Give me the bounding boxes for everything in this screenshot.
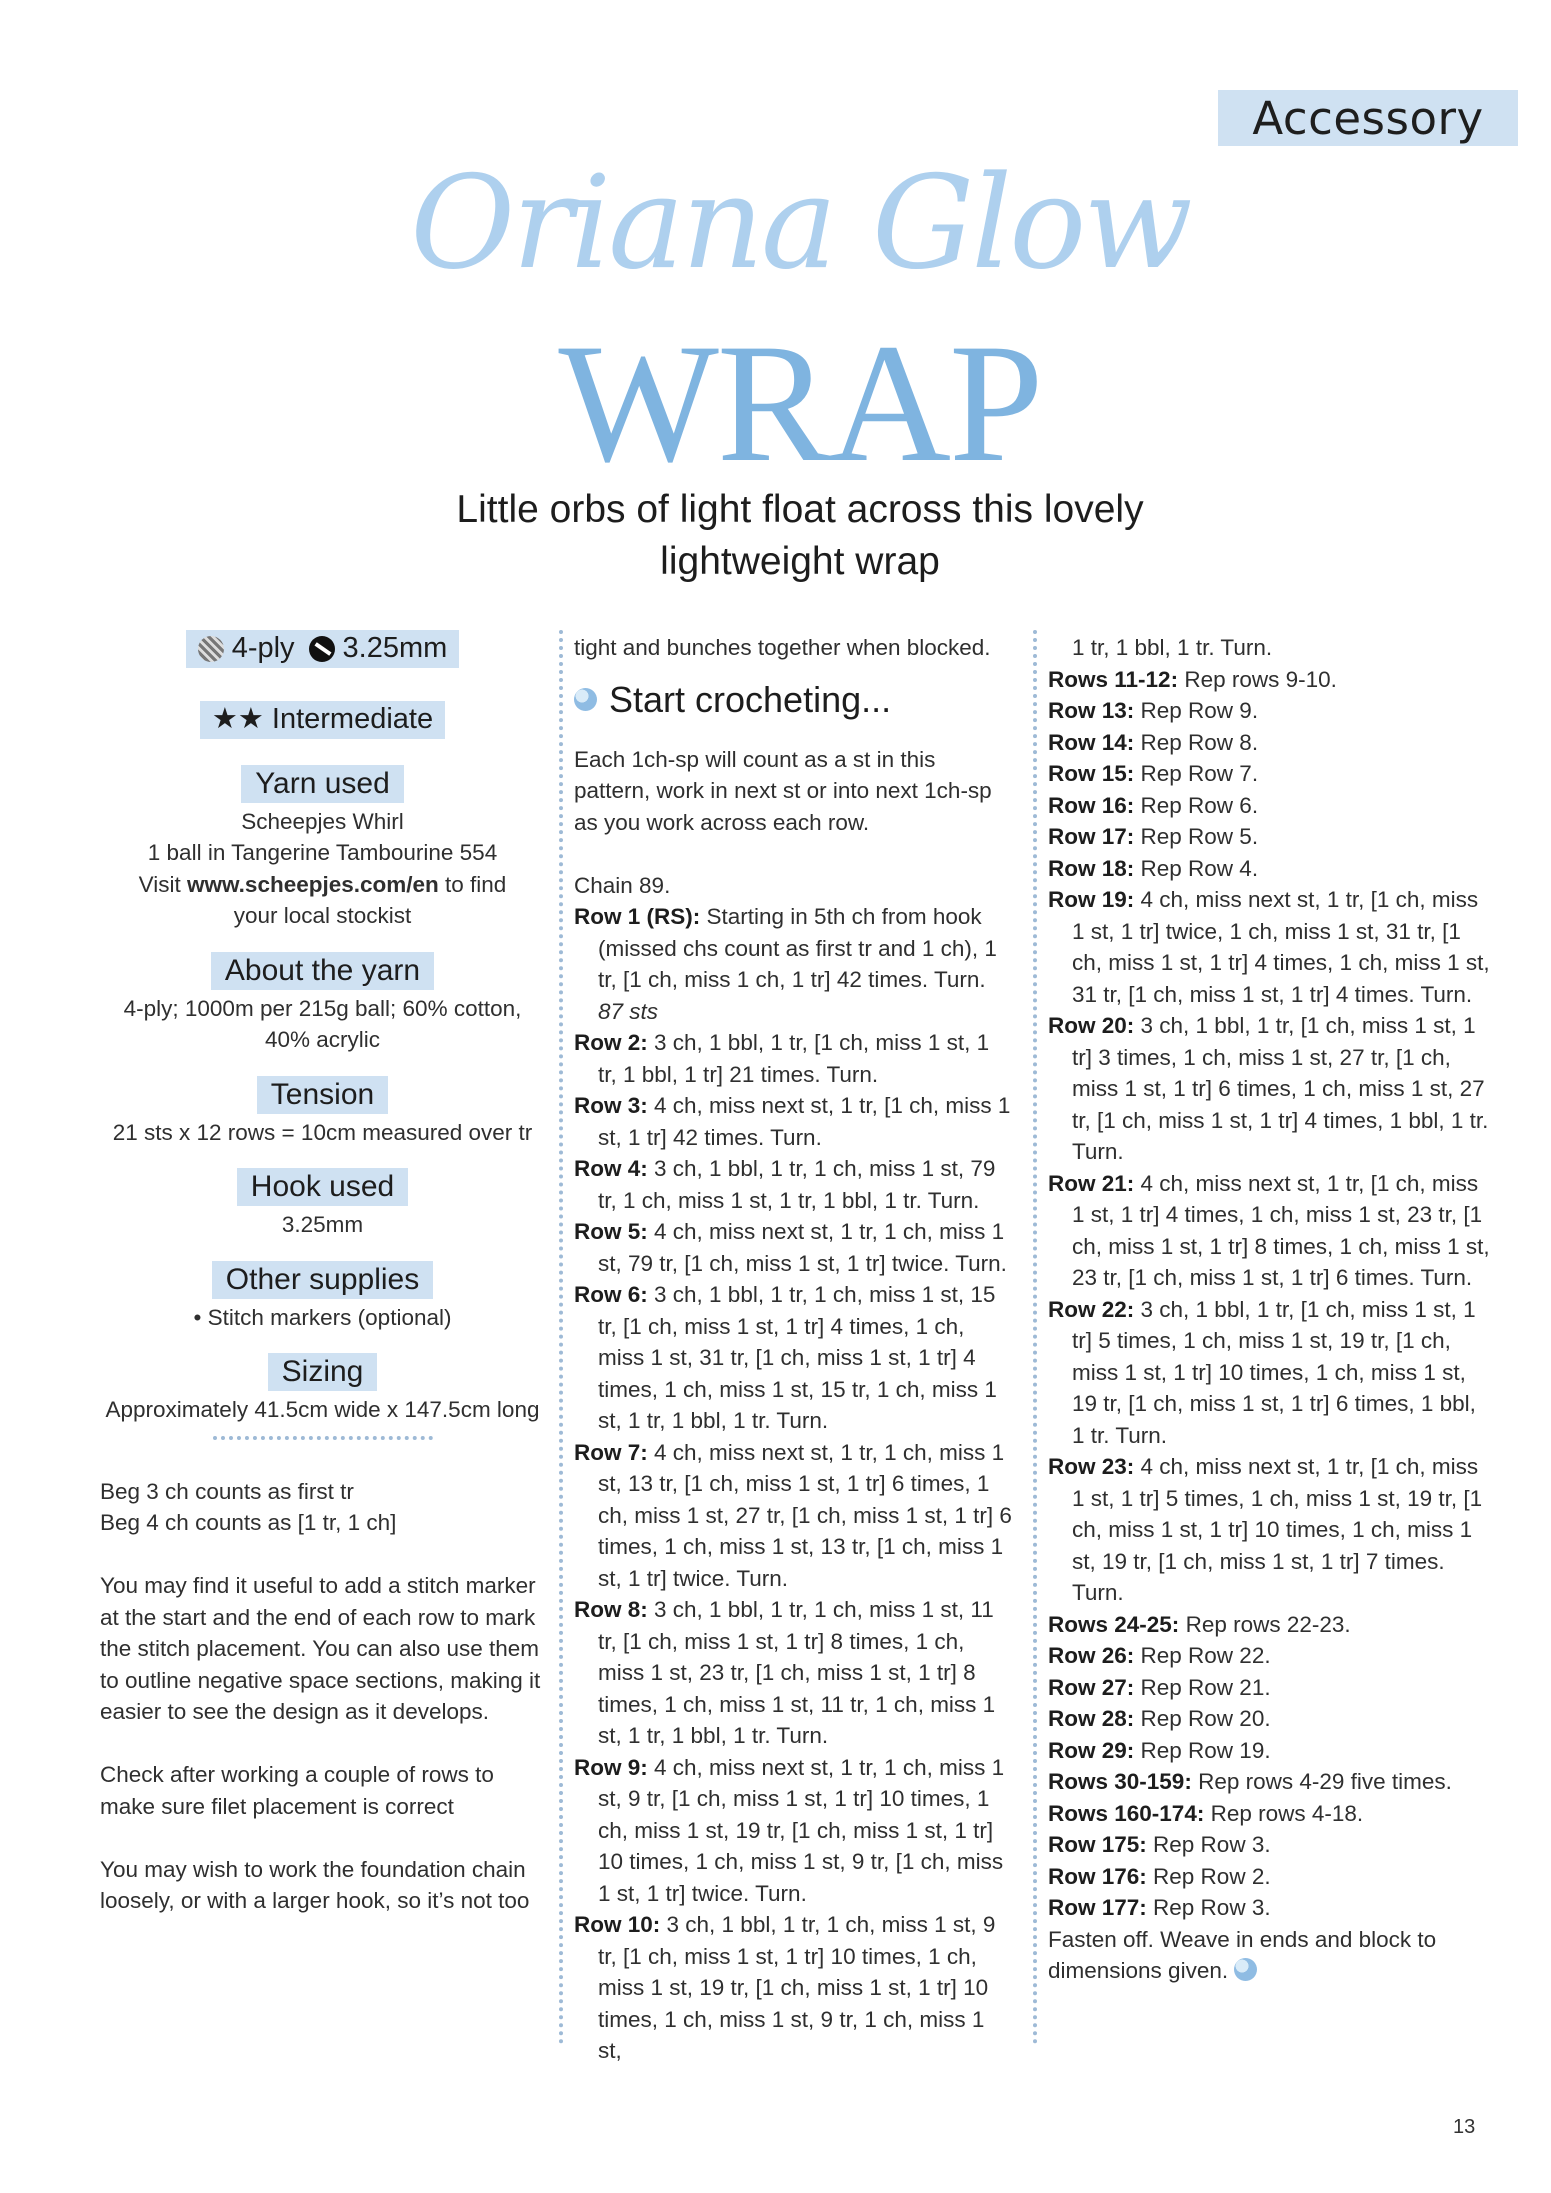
row-instruction: Rep Row 7. xyxy=(1134,761,1259,786)
title-script: Oriana Glow xyxy=(410,149,1190,298)
pattern-row xyxy=(1048,1861,1493,1893)
note-line: Beg 4 ch counts as [1 tr, 1 ch] xyxy=(100,1510,397,1535)
start-crocheting-heading: Start crocheting... xyxy=(609,678,892,720)
section-heading xyxy=(574,678,1014,722)
row-label: Row 13: xyxy=(1048,698,1135,723)
row-instruction: 4 ch, miss next st, 1 tr, 1 ch, miss 1 st, 9 tr, [1 ch, miss 1 st, 1 tr] 10 times, 1 ch, miss 1 st, 19 tr, [1 ch, miss 1 st, 1 tr] 10 times, 1 ch, miss 1 st, 9 tr, [1 ch, miss 1 st, 1 tr] twice. Turn. xyxy=(598,1754,1005,1906)
about-yarn-section xyxy=(100,952,545,1056)
row-label: Row 177: xyxy=(1048,1895,1147,1920)
row-label: Row 5: xyxy=(574,1219,648,1244)
page-number: 13 xyxy=(1453,2116,1476,2138)
row-instruction: 4 ch, miss next st, 1 tr, [1 ch, miss 1 st, 1 tr] 42 times. Turn. xyxy=(598,1093,1011,1150)
pattern-row xyxy=(574,1437,1014,1595)
row-label: Row 16: xyxy=(1048,792,1135,818)
hook-value: 3.25mm xyxy=(281,1212,364,1237)
pattern-intro: Each 1ch-sp will count as a st in this pattern, work in next st or into next 1ch-sp as you work across each row. xyxy=(574,746,992,835)
row-label: Row 2: xyxy=(574,1030,648,1055)
note-paragraph: You may find it useful to add a stitch marker at the start and the end of each row to mark the stitch placement. You can also use them to outline negative space sections, making it easier to see the design as it develops. xyxy=(100,1573,541,1724)
row-label: Rows 160-174: xyxy=(1048,1800,1205,1826)
row-instruction: Rep Row 5. xyxy=(1134,824,1259,849)
section-heading: Other supplies xyxy=(212,1261,433,1299)
pattern-row xyxy=(1048,1451,1493,1609)
pattern-row xyxy=(1048,1798,1493,1830)
pattern-row xyxy=(1048,1010,1493,1168)
stitch-count: 87 sts xyxy=(598,998,659,1024)
row-instruction: Rep rows 4-18. xyxy=(1204,1800,1364,1826)
row-instruction: 4 ch, miss next st, 1 tr, [1 ch, miss 1 st, 1 tr] twice, 1 ch, miss 1 st, 31 tr, [1 ch, miss 1 st, 1 tr] 4 times, 1 ch, miss 1 st, 31 tr, [1 ch, miss 1 st, 1 tr] 4 times. Turn. xyxy=(1072,887,1490,1007)
row-instruction: Rep Row 22. xyxy=(1134,1643,1271,1668)
row-label: Row 19: xyxy=(1048,887,1135,912)
stockist-link[interactable]: www.scheepjes.com/en xyxy=(187,871,439,897)
skill-level-box xyxy=(200,701,445,739)
supplies-item: • Stitch markers (optional) xyxy=(193,1304,452,1330)
subtitle: Little orbs of light float across this lovely lightweight wrap xyxy=(456,488,1144,583)
finishing-text: Fasten off. Weave in ends and block to dimensions given. xyxy=(1048,1926,1437,1983)
page-title: WRAP xyxy=(558,309,1042,497)
row-instruction: Rep Row 20. xyxy=(1134,1706,1271,1731)
pattern-row xyxy=(1048,1294,1493,1452)
yarn-ball-icon xyxy=(198,636,224,662)
sizing-value: Approximately 41.5cm wide x 147.5cm long xyxy=(105,1397,540,1422)
row-instruction: 4 ch, miss next st, 1 tr, 1 ch, miss 1 st, 13 tr, [1 ch, miss 1 st, 1 tr] 6 times, 1 ch, miss 1 st, 27 tr, [1 ch, miss 1 st, 1 tr] 6 times, 1 ch, miss 1 st, 13 tr, [1 ch, miss 1 st, 1 tr] twice. Turn. xyxy=(598,1439,1012,1591)
row-label: Row 18: xyxy=(1048,855,1135,881)
row-label: Rows 11-12: xyxy=(1048,666,1179,692)
row-instruction: Rep Row 8. xyxy=(1134,729,1259,755)
row-instruction: Rep Row 3. xyxy=(1146,1832,1271,1857)
row-instruction: 3 ch, 1 bbl, 1 tr, 1 ch, miss 1 st, 15 tr, [1 ch, miss 1 st, 1 tr] 4 times, 1 ch, miss 1 st, 31 tr, [1 ch, miss 1 st, 1 tr] 4 times, 1 ch, miss 1 st, 15 tr, 1 ch, miss 1 st, 1 tr, 1 bbl, 1 tr. Turn. xyxy=(598,1282,997,1433)
row-instruction: Rep rows 22-23. xyxy=(1179,1611,1351,1637)
hook-size: 3.25mm xyxy=(342,632,448,665)
hook-used-section xyxy=(100,1168,545,1241)
row-label: Row 22: xyxy=(1048,1296,1135,1322)
pattern-row xyxy=(1048,790,1493,822)
row-label: Row 23: xyxy=(1048,1454,1135,1479)
row-label: Rows 24-25: xyxy=(1048,1611,1180,1637)
end-yarn-ball-icon xyxy=(1234,1958,1257,1981)
pattern-column-1 xyxy=(574,632,1014,2067)
row-instruction: 3 ch, 1 bbl, 1 tr, 1 ch, miss 1 st, 9 tr, [1 ch, miss 1 st, 1 tr] 10 times, 1 ch, miss 1 st, 19 tr, [1 ch, miss 1 st, 1 tr] 10 times, 1 ch, miss 1 st, 9 tr, 1 ch, miss 1 st, xyxy=(598,1912,996,2063)
row-label: Row 175: xyxy=(1048,1832,1147,1857)
row-instruction: Rep Row 3. xyxy=(1146,1895,1271,1920)
row-instruction: 4 ch, miss next st, 1 tr, 1 ch, miss 1 st, 79 tr, [1 ch, miss 1 st, 1 tr] twice. Turn. xyxy=(598,1219,1007,1276)
pattern-row xyxy=(1048,727,1493,759)
pattern-row xyxy=(1048,758,1493,790)
info-column xyxy=(100,630,545,1917)
section-heading: Yarn used xyxy=(241,765,404,803)
hook-icon xyxy=(309,636,335,662)
row-instruction: 3 ch, 1 bbl, 1 tr, 1 ch, miss 1 st, 11 tr, [1 ch, miss 1 st, 1 tr] 8 times, 1 ch, miss 1 st, 23 tr, [1 ch, miss 1 st, 1 tr] 8 times, 1 ch, miss 1 st, 11 tr, 1 ch, miss 1 st, 1 tr, 1 bbl, 1 tr. Turn. xyxy=(598,1597,996,1748)
row-instruction: Rep Row 21. xyxy=(1134,1674,1271,1700)
row-label: Row 4: xyxy=(574,1156,648,1181)
pattern-row xyxy=(1048,1892,1493,1924)
row-label: Row 10: xyxy=(574,1912,661,1937)
row-label: Row 6: xyxy=(574,1282,648,1307)
row-instruction: 3 ch, 1 bbl, 1 tr, [1 ch, miss 1 st, 1 tr, 1 bbl, 1 tr] 21 times. Turn. xyxy=(598,1030,990,1087)
note-paragraph: Check after working a couple of rows to make sure filet placement is correct xyxy=(100,1762,494,1819)
pattern-row xyxy=(574,1153,1014,1216)
yarn-weight: 4-ply xyxy=(231,632,295,665)
row-label: Row 8: xyxy=(574,1597,648,1622)
section-heading: Hook used xyxy=(237,1168,408,1206)
other-supplies-section xyxy=(100,1261,545,1334)
note-line: Beg 3 ch counts as first tr xyxy=(100,1478,354,1504)
row-instruction: Rep rows 4-29 five times. xyxy=(1191,1769,1452,1794)
row-label: Row 29: xyxy=(1048,1737,1135,1763)
pattern-row xyxy=(1048,884,1493,1010)
pattern-row xyxy=(574,1594,1014,1752)
pattern-row xyxy=(1048,1609,1493,1641)
dotted-divider xyxy=(213,1436,433,1440)
foundation-chain: Chain 89. xyxy=(574,872,671,898)
stockist-note-end: your local stockist xyxy=(233,903,412,928)
notes xyxy=(100,1476,545,1917)
row-instruction: 3 ch, 1 bbl, 1 tr, [1 ch, miss 1 st, 1 tr] 3 times, 1 ch, miss 1 st, 27 tr, [1 ch, miss 1 st, 1 tr] 6 times, 1 ch, miss 1 st, 27 tr, [1 ch, miss 1 st, 1 tr] 4 times, 1 bbl, 1 tr. Turn. xyxy=(1072,1013,1489,1164)
row-label: Row 28: xyxy=(1048,1706,1135,1731)
row-label: Row 9: xyxy=(574,1754,648,1780)
pattern-row xyxy=(1048,664,1493,696)
row-label: Row 20: xyxy=(1048,1013,1135,1038)
section-heading: Sizing xyxy=(268,1353,378,1391)
continued-text: 1 tr, 1 bbl, 1 tr. Turn. xyxy=(1072,635,1273,660)
row-instruction: 3 ch, 1 bbl, 1 tr, [1 ch, miss 1 st, 1 tr] 5 times, 1 ch, miss 1 st, 19 tr, [1 ch, miss 1 st, 1 tr] 10 times, 1 ch, miss 1 st, 19 tr, [1 ch, miss 1 st, 1 tr] 6 times, 1 bbl, 1 tr. Turn. xyxy=(1072,1296,1476,1448)
row-label: Rows 30-159: xyxy=(1048,1769,1192,1794)
yarn-details: 4-ply; 1000m per 215g ball; 60% cotton, xyxy=(123,995,522,1021)
yarn-colour: 1 ball in Tangerine Tambourine 554 xyxy=(147,840,498,865)
row-instruction: Rep Row 9. xyxy=(1134,698,1259,723)
pattern-row xyxy=(574,1027,1014,1090)
row-instruction: Starting in 5th ch from hook (missed chs count as first tr and 1 ch), 1 tr, [1 ch, miss 1 ch, 1 tr] 42 times. Turn. xyxy=(598,904,997,992)
column-divider xyxy=(1033,630,1037,2045)
row-label: Row 14: xyxy=(1048,729,1135,755)
specs-box xyxy=(186,630,460,668)
row-label: Row 176: xyxy=(1048,1863,1147,1889)
row-instruction: Rep Row 2. xyxy=(1146,1863,1271,1889)
pattern-row xyxy=(574,1216,1014,1279)
row-instruction: Rep Row 6. xyxy=(1134,792,1259,818)
note-paragraph: You may wish to work the foundation chain loosely, or with a larger hook, so it’s not too xyxy=(100,1856,530,1913)
row-instruction: 4 ch, miss next st, 1 tr, [1 ch, miss 1 st, 1 tr] 5 times, 1 ch, miss 1 st, 19 tr, [1 ch, miss 1 st, 1 tr] 10 times, 1 ch, miss 1 st, 19 tr, [1 ch, miss 1 st, 1 tr] 7 times. Turn. xyxy=(1072,1454,1483,1605)
yarn-ball-icon xyxy=(574,688,597,711)
row-label: Row 3: xyxy=(574,1093,648,1118)
yarn-details: 40% acrylic xyxy=(264,1027,381,1052)
pattern-row xyxy=(574,1279,1014,1437)
pattern-row xyxy=(574,1752,1014,1910)
pattern-row xyxy=(1048,1766,1493,1798)
row-instruction: 3 ch, 1 bbl, 1 tr, 1 ch, miss 1 st, 79 tr, 1 ch, miss 1 st, 1 tr, 1 bbl, 1 tr. Turn. xyxy=(598,1156,996,1213)
pattern-row xyxy=(1048,1829,1493,1861)
section-heading: Tension xyxy=(257,1076,388,1114)
row-instruction: Rep Row 4. xyxy=(1134,855,1259,881)
row-label: Row 27: xyxy=(1048,1674,1135,1700)
row-label: Row 7: xyxy=(574,1439,648,1465)
tension-section xyxy=(100,1076,545,1149)
row-instruction: 4 ch, miss next st, 1 tr, [1 ch, miss 1 st, 1 tr] 4 times, 1 ch, miss 1 st, 23 tr, [1 ch, miss 1 st, 1 tr] 8 times, 1 ch, miss 1 st, 23 tr, [1 ch, miss 1 st, 1 tr] 6 times. Turn. xyxy=(1072,1170,1490,1290)
tension-value: 21 sts x 12 rows = 10cm measured over tr xyxy=(112,1119,533,1145)
row-label: Row 26: xyxy=(1048,1643,1135,1668)
pattern-row xyxy=(574,1090,1014,1153)
row-label: Row 1 (RS): xyxy=(574,904,701,929)
pattern-row xyxy=(1048,1703,1493,1735)
row-instruction: Rep rows 9-10. xyxy=(1178,666,1337,692)
stockist-note: Visit www.scheepjes.com/en to find xyxy=(138,871,507,897)
pattern-row xyxy=(1048,695,1493,727)
pattern-row xyxy=(1048,853,1493,885)
pattern-row xyxy=(574,1909,1014,2067)
pattern-row xyxy=(1048,1168,1493,1294)
section-heading: About the yarn xyxy=(211,952,434,990)
pattern-row xyxy=(1048,1672,1493,1704)
row-instruction: Rep Row 19. xyxy=(1134,1737,1271,1763)
row-label: Row 21: xyxy=(1048,1170,1135,1196)
pattern-column-2 xyxy=(1048,632,1493,1987)
yarn-brand: Scheepjes Whirl xyxy=(241,808,404,834)
sizing-section xyxy=(100,1353,545,1426)
row-label: Row 15: xyxy=(1048,761,1135,786)
pattern-row xyxy=(574,901,1014,1027)
skill-level: Intermediate xyxy=(271,702,434,735)
section-tag: Accessory xyxy=(1218,90,1518,146)
row-label: Row 17: xyxy=(1048,824,1135,849)
column-divider xyxy=(559,630,563,2045)
continued-text: tight and bunches together when blocked. xyxy=(574,635,991,660)
pattern-row xyxy=(1048,1735,1493,1767)
pattern-row xyxy=(1048,821,1493,853)
star-icon: ★★ xyxy=(211,702,264,735)
yarn-used-section xyxy=(100,765,545,932)
pattern-row xyxy=(1048,1640,1493,1672)
